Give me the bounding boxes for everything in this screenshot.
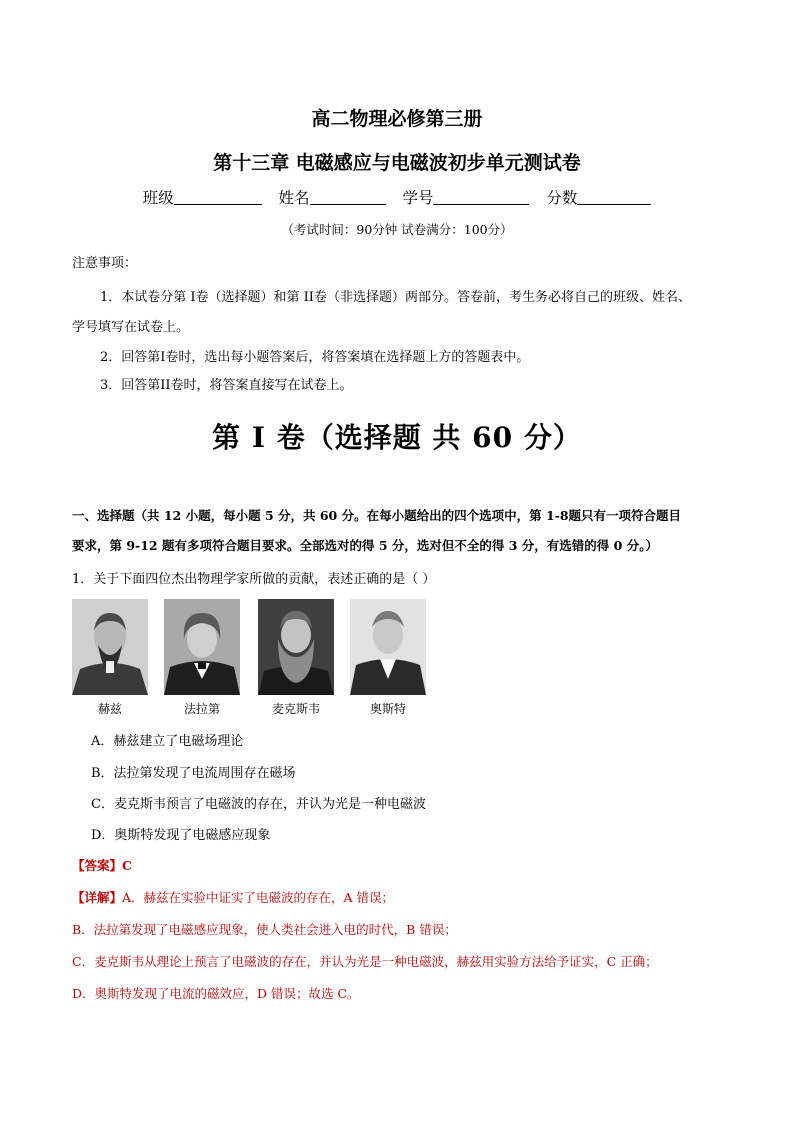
note-item: 2．回答第I卷时，选出每小题答案后，将答案填在选择题上方的答题表中。 — [100, 350, 530, 365]
detail-line — [72, 888, 394, 906]
student-id-label: 学号 — [402, 189, 434, 207]
portrait-caption: 赫兹 — [97, 702, 122, 716]
answer-line — [72, 856, 132, 874]
class-label: 班级 — [142, 189, 174, 207]
section-title: 第 I 卷（选择题 共 60 分） — [212, 421, 582, 454]
note-item: 学号填写在试卷上。 — [72, 320, 190, 335]
option-c: C．麦克斯韦预言了电磁波的存在，并认为光是一种电磁波 — [91, 797, 426, 812]
student-info-line — [0, 186, 794, 208]
answer-label: 【答案】 — [72, 858, 123, 873]
note-item: 3．回答第II卷时，将答案直接写在试卷上。 — [100, 378, 353, 393]
note-item: 1．本试卷分第 I卷（选择题）和第 II卷（非选择题）两部分。答卷前，考生务必将自己的班级、姓名、 — [100, 290, 691, 305]
detail-line: D．奥斯特发现了电流的磁效应，D 错误；故选 C。 — [72, 986, 360, 1001]
name-label: 姓名 — [278, 189, 310, 207]
answer-value: C — [122, 858, 132, 873]
portrait-faraday-icon — [164, 599, 240, 695]
score-field[interactable] — [577, 188, 651, 205]
portrait-oersted-icon — [350, 599, 426, 695]
question-stem: 1．关于下面四位杰出物理学家所做的贡献，表述正确的是（ ） — [72, 572, 436, 587]
section-instructions-line1: 一、选择题（共 12 小题，每小题 5 分，共 60 分。在每小题给出的四个选项中，第 1-8题只有一项符合题目 — [72, 508, 682, 523]
portrait-maxwell-icon — [258, 599, 334, 695]
option-b: B．法拉第发现了电流周围存在磁场 — [91, 766, 296, 781]
student-id-field[interactable] — [433, 188, 529, 205]
score-label: 分数 — [546, 189, 578, 207]
detail-text: A．赫兹在实验中证实了电磁波的存在，A 错误； — [122, 890, 395, 905]
exam-info: （考试时间：90分钟 试卷满分：100分） — [281, 222, 513, 237]
paper-subtitle: 第十三章 电磁感应与电磁波初步单元测试卷 — [213, 152, 581, 174]
portrait-caption: 麦克斯韦 — [271, 702, 320, 716]
paper-title: 高二物理必修第三册 — [311, 108, 483, 130]
detail-line: B．法拉第发现了电磁感应现象，使人类社会进入电的时代，B 错误； — [72, 922, 457, 937]
option-a: A．赫兹建立了电磁场理论 — [91, 734, 244, 749]
detail-label: 【详解】 — [72, 890, 123, 905]
section-instructions-line2: 要求，第 9-12 题有多项符合题目要求。全部选对的得 5 分，选对但不全的得 3 分，有选错的得 0 分。） — [72, 538, 658, 553]
portrait-caption: 法拉第 — [183, 702, 220, 716]
class-field[interactable] — [174, 188, 262, 205]
name-field[interactable] — [310, 188, 386, 205]
portrait-caption: 奥斯特 — [369, 702, 406, 716]
option-d: D．奥斯特发现了电磁感应现象 — [91, 828, 271, 843]
notes-heading: 注意事项： — [72, 256, 138, 271]
detail-line: C．麦克斯韦从理论上预言了电磁波的存在，并认为光是一种电磁波，赫兹用实验方法给予证实，C 正确； — [72, 954, 658, 969]
portrait-hertz-icon — [72, 599, 148, 695]
